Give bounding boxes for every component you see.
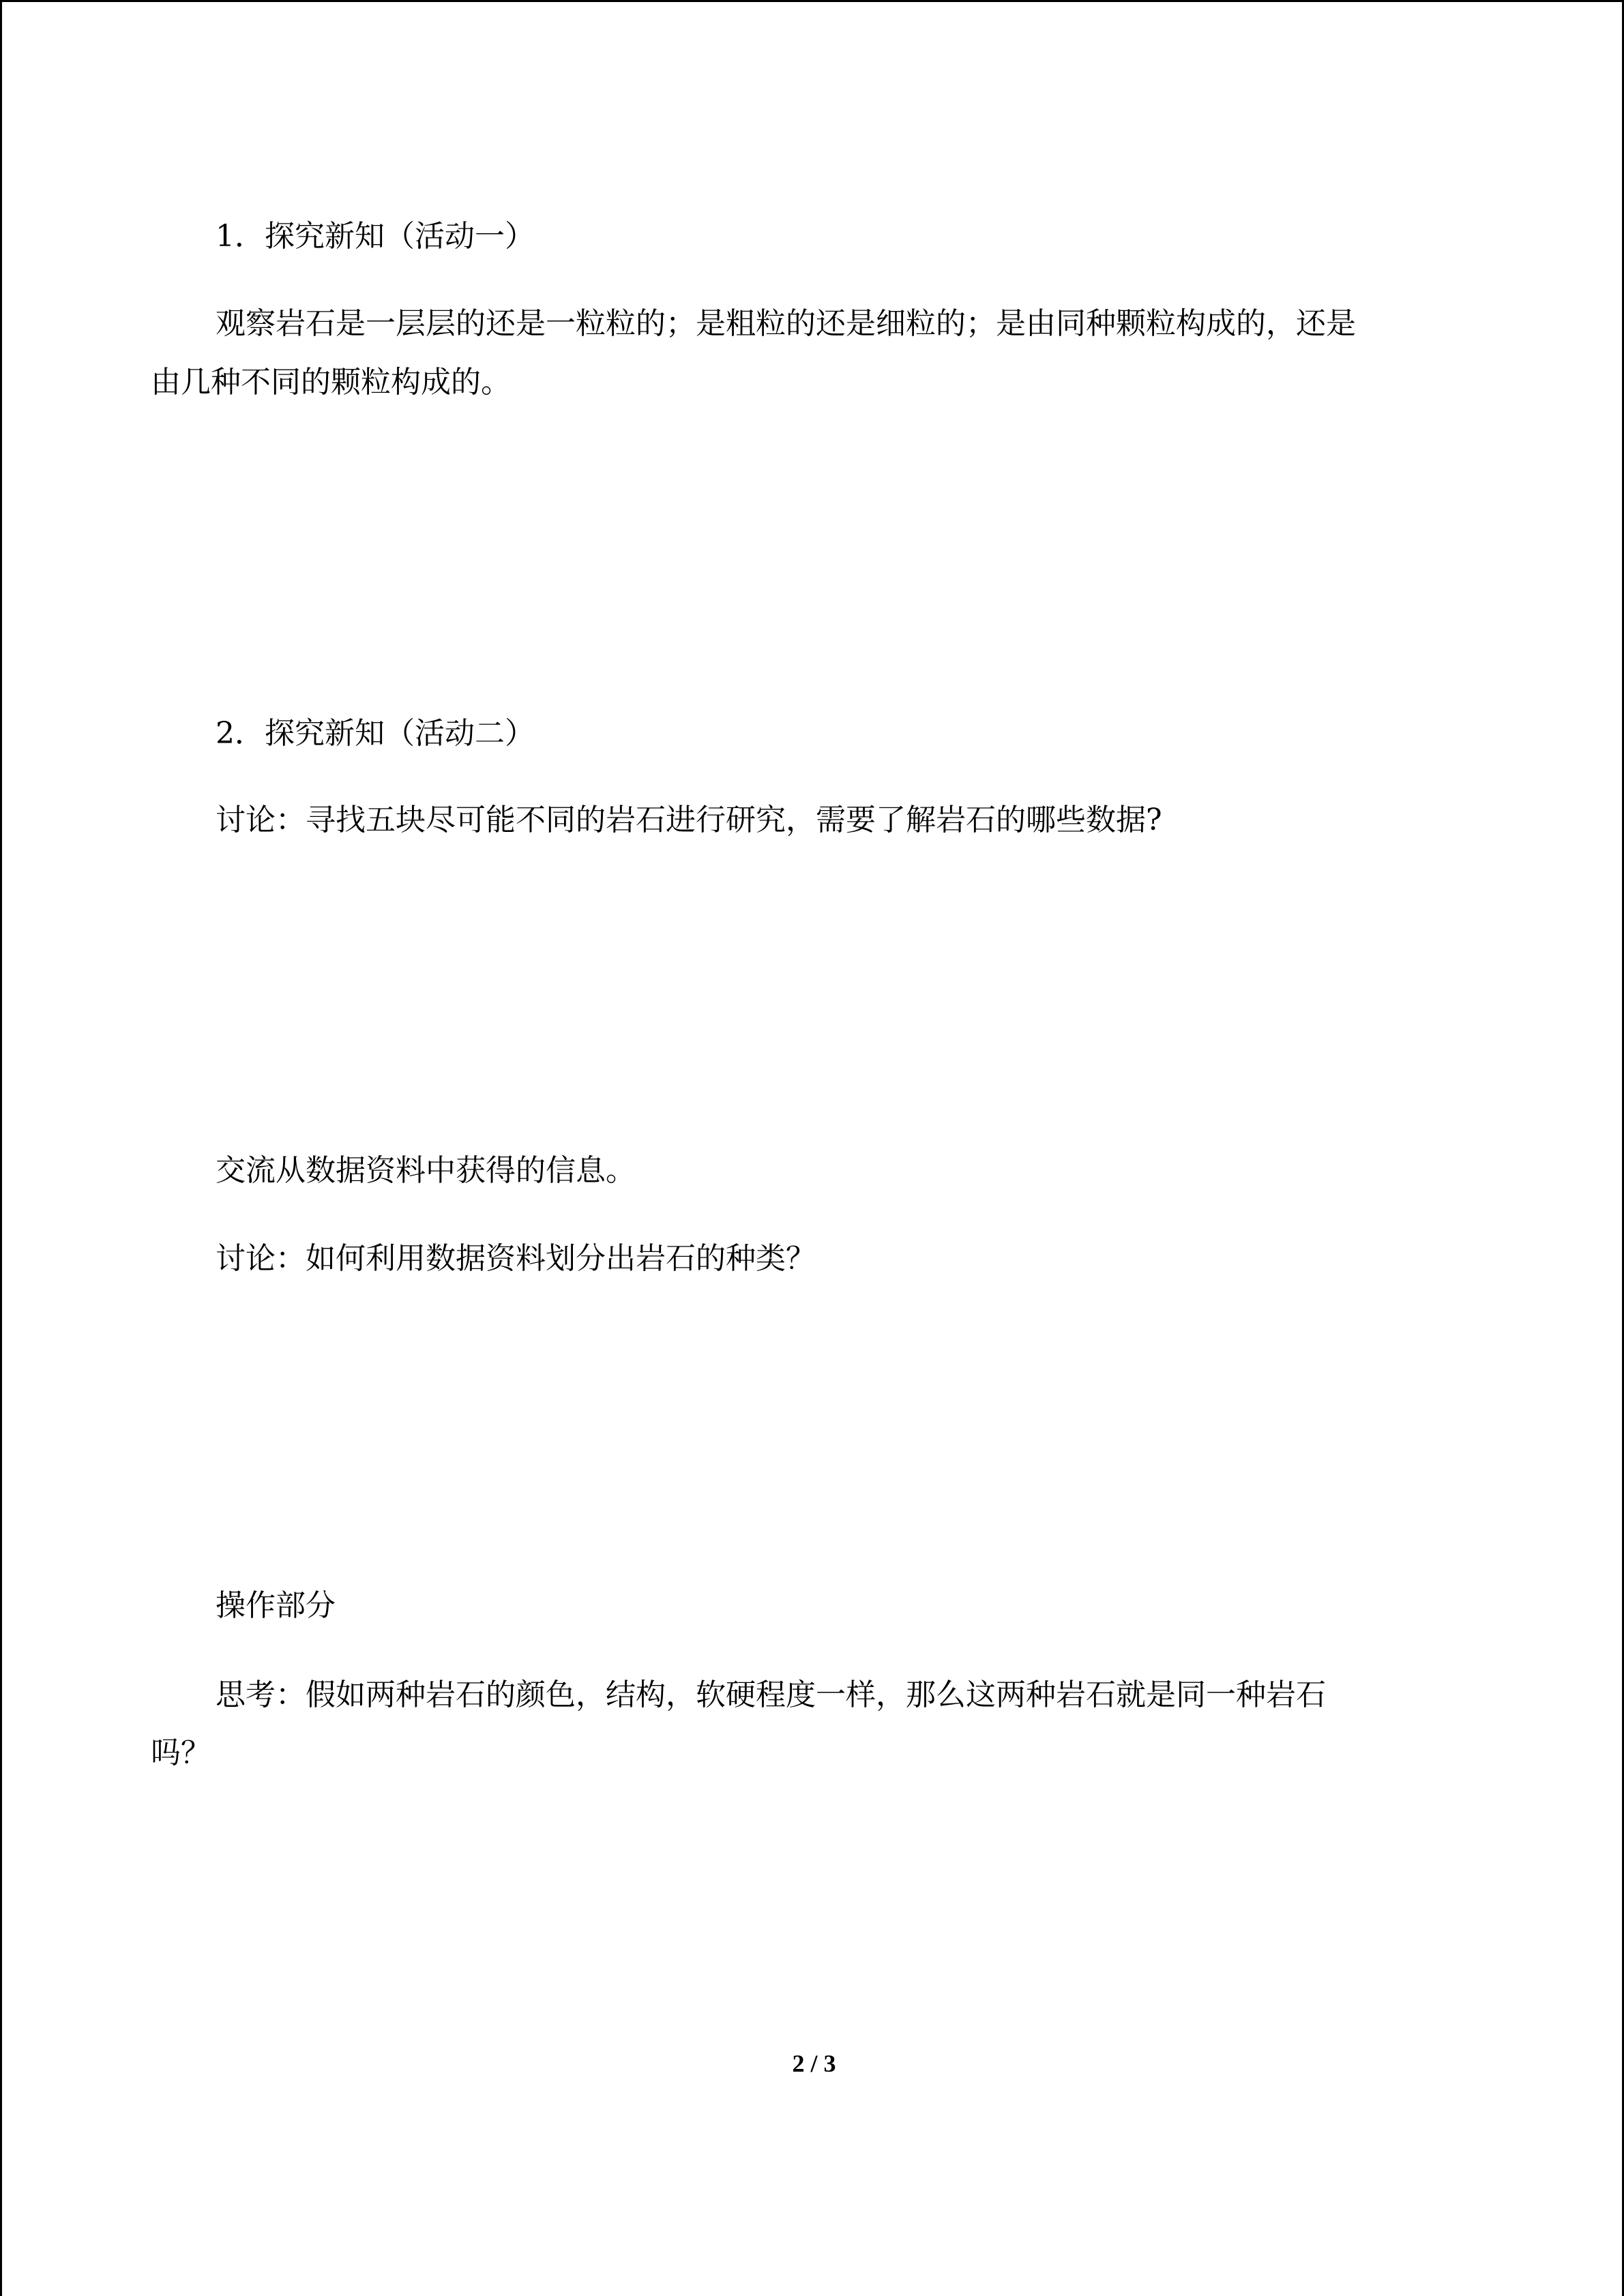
activity2-exchange: 交流从数据资料中获得的信息。 xyxy=(216,1153,636,1188)
operation-think-line2: 吗？ xyxy=(151,1735,211,1770)
operation-heading: 操作部分 xyxy=(216,1588,336,1623)
activity2-discussion2: 讨论：如何利用数据资料划分出岩石的种类？ xyxy=(216,1241,816,1276)
activity1-body-line1: 观察岩石是一层层的还是一粒粒的；是粗粒的还是细粒的；是由同种颗粒构成的，还是 xyxy=(216,306,1356,341)
activity1-heading: 1．探究新知（活动一） xyxy=(216,219,535,254)
activity1-body-line2: 由几种不同的颗粒构成的。 xyxy=(151,365,511,400)
activity2-heading: 2．探究新知（活动二） xyxy=(216,716,535,751)
page-number: 2 / 3 xyxy=(792,2050,836,2077)
operation-think-line1: 思考：假如两种岩石的颜色，结构，软硬程度一样，那么这两种岩石就是同一种岩石 xyxy=(216,1678,1326,1712)
activity2-discussion1: 讨论：寻找五块尽可能不同的岩石进行研究，需要了解岩石的哪些数据? xyxy=(216,803,1162,837)
